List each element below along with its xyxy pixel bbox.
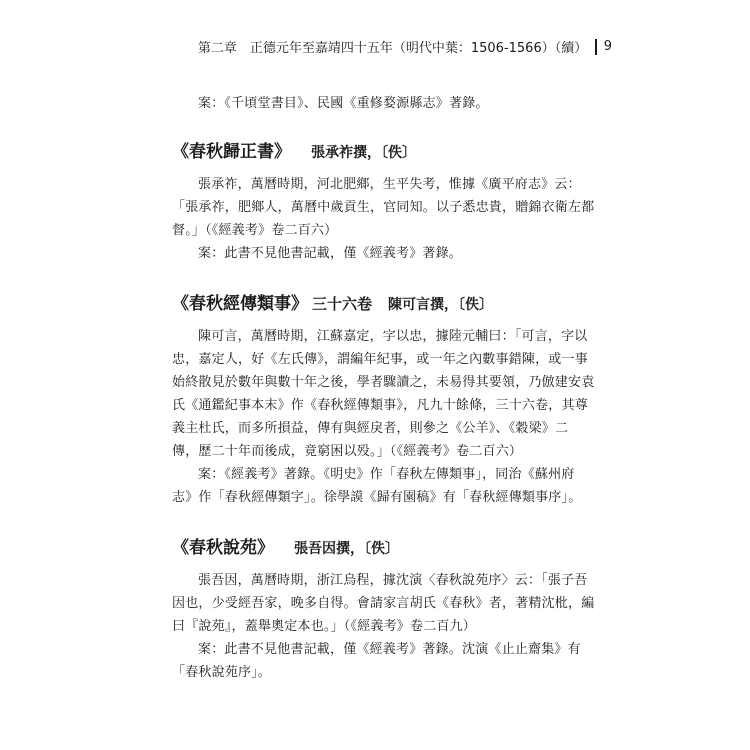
entry-body bbox=[172, 173, 595, 242]
body-line: 張承祚，萬曆時期，河北肥鄉，生平失考，惟據《廣平府志》云： bbox=[198, 177, 581, 192]
book-author: 張吾因撰，〔佚〕 bbox=[294, 541, 399, 557]
body-line: 義主杜氏，而多所損益，傳有與經戾者，則參之《公羊》、《穀梁》二 bbox=[172, 421, 569, 436]
body-line: 曰『說苑』，蓋舉奧定本也。」（《經義考》卷二百九） bbox=[172, 619, 477, 634]
entry bbox=[172, 533, 595, 684]
book-volumes: 三十六卷 bbox=[312, 295, 373, 313]
page-number: 9 bbox=[603, 39, 612, 54]
body-line: 「張承祚，肥鄉人，萬曆中歲貢生，官同知。以子悉忠貴，贈錦衣衛左都 bbox=[172, 200, 595, 215]
body-line: 始終散見於數年與數十年之後，學者驟讀之，未易得其要領，乃倣建安袁 bbox=[172, 375, 595, 390]
book-author: 陳可言撰，〔佚〕 bbox=[388, 297, 494, 313]
note-line: 案：《千頃堂書目》、民國《重修婺源縣志》著錄。 bbox=[198, 96, 489, 111]
body-line: 陳可言，萬曆時期，江蘇嘉定，字以忠，據陸元輔曰：「可言，字以 bbox=[198, 329, 588, 344]
book-author: 張承祚撰，〔佚〕 bbox=[311, 145, 416, 161]
note-line: 志》作「春秋經傳類字」。徐學謨《歸有園稿》有「春秋經傳類事序」。 bbox=[172, 490, 582, 505]
body-line: 張吾因，萬曆時期，浙江烏程，據沈演〈春秋說苑序〉云：「張子吾 bbox=[198, 573, 588, 588]
entry bbox=[172, 137, 595, 265]
page-body bbox=[172, 92, 595, 684]
book-title: 《春秋說苑》 bbox=[172, 538, 274, 558]
body-line: 因也，少受經吾家，晚多自得。會請家言胡氏《春秋》者，著精沈枇，編 bbox=[172, 596, 595, 611]
entry bbox=[172, 289, 595, 509]
entry-note bbox=[172, 463, 592, 509]
note-line: 案：此書不見他書記載，僅《經義考》著錄。 bbox=[198, 246, 463, 261]
entry-note bbox=[172, 242, 592, 265]
entry-body bbox=[172, 569, 595, 638]
entry-body bbox=[172, 325, 595, 463]
book-title: 《春秋經傳類事》 bbox=[172, 294, 308, 314]
note-line: 「春秋說苑序」。 bbox=[172, 665, 272, 680]
header-divider bbox=[595, 39, 597, 55]
body-line: 忠，嘉定人，好《左氏傳》，謂編年紀事，或一年之內數事錯陳，或一事 bbox=[172, 352, 588, 367]
note-line: 案：此書不見他書記載，僅《經義考》著錄。沈演《止止齋集》有 bbox=[198, 642, 581, 657]
body-line: 氏《通鑑紀事本末》作《春秋經傳類事》，凡九十餘條，三十六卷，其尊 bbox=[172, 398, 588, 413]
body-line: 傳，歷二十年而後成，竟窮困以殁。」（《經義考》卷二百六） bbox=[172, 444, 523, 459]
running-header bbox=[198, 37, 612, 56]
entry-title bbox=[172, 289, 592, 315]
entry-note bbox=[172, 638, 592, 684]
running-title: 第二章 正德元年至嘉靖四十五年（明代中葉：1506-1566）（續） bbox=[197, 41, 588, 56]
entry-title bbox=[172, 533, 592, 559]
entry-title bbox=[172, 137, 592, 163]
book-title: 《春秋歸正書》 bbox=[172, 142, 291, 162]
body-line: 督。」（《經義考》卷二百六） bbox=[172, 223, 338, 238]
intro-note bbox=[172, 92, 592, 115]
note-line: 案：《經義考》著錄。《明史》作「春秋左傳類事」，同治《蘇州府 bbox=[198, 467, 575, 482]
